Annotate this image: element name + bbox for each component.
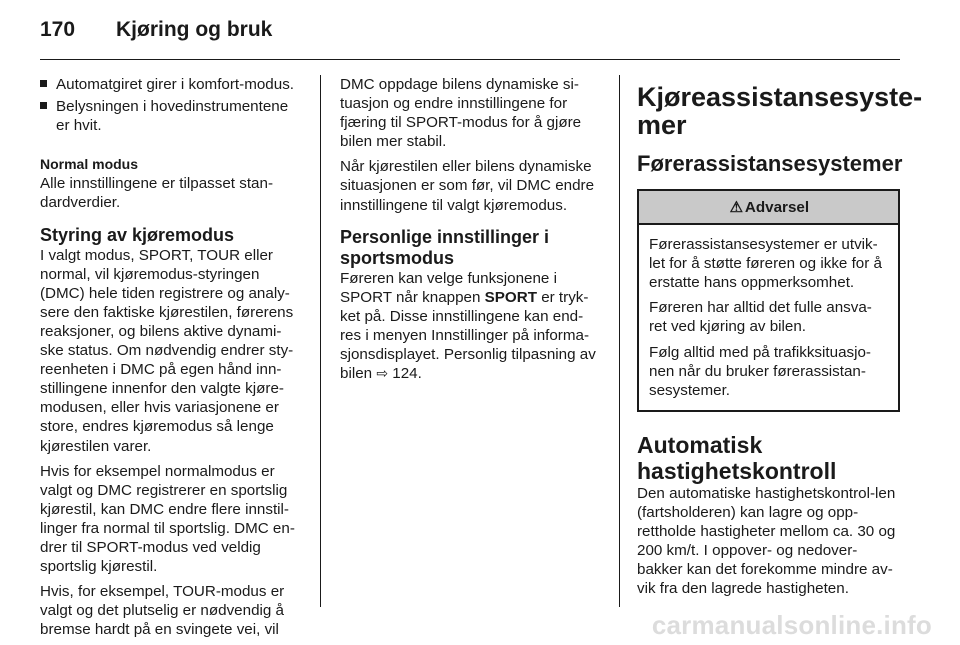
list-item-text: Automatgiret girer i komfort-modus. xyxy=(56,76,295,93)
sport-button-label: SPORT xyxy=(484,288,537,306)
warning-label: Advarsel xyxy=(744,199,810,216)
left-column xyxy=(40,75,302,645)
drive-mode-text: I valgt modus, SPORT, TOUR eller normal, vil kjøremodus-styringen (DMC) hele tiden registrere og analy-sere den faktiske kjørestilen, førerens reaksjoner, og bilens aktive dynami-ske status. Om nødvendig endrer sty-reenheten i DMC på egen hånd inn-stillingene innenfor den valgte kjøre-modusen, eller hvis variasjonene er store, endres kjøremodus så lenge kjørestilen varer. xyxy=(40,246,294,455)
normal-mode-heading: Normal modus xyxy=(40,156,139,173)
page-reference-arrow-icon: ⇨ xyxy=(376,365,389,382)
normal-mode-text: Alle innstillingene er tilpasset stan-dardverdier. xyxy=(40,175,273,212)
warning-header xyxy=(639,191,898,225)
bullet-list xyxy=(40,75,302,135)
warning-triangle-icon: ⚠ xyxy=(729,199,744,216)
section-title: Kjøreassistansesyste-mer xyxy=(637,82,923,140)
list-item xyxy=(40,75,302,94)
paragraph: Når kjørestilen eller bilens dynamiske situasjonen er som før, vil DMC endre innstillingene til valgt kjøremodus. xyxy=(340,158,595,214)
chapter-title: Kjøring og bruk xyxy=(116,18,273,41)
section-subtitle: Førerassistansesystemer xyxy=(637,151,903,176)
paragraph: DMC oppdage bilens dynamiske si-tuasjon og endre innstillingene for fjæring til SPORT-modus for å gjøre bilen mer stabil. xyxy=(340,76,582,151)
right-column xyxy=(637,75,923,604)
column-divider-2 xyxy=(619,75,620,607)
watermark: carmanualsonline.info xyxy=(651,610,932,640)
warning-text: Føreren har alltid det fulle ansva-ret ved kjøring av bilen. xyxy=(649,299,872,336)
middle-column xyxy=(340,75,602,389)
warning-box xyxy=(637,189,900,412)
bullet-icon xyxy=(40,102,47,109)
cruise-control-heading: Automatisk hastighetskontroll xyxy=(637,431,837,484)
warning-body xyxy=(639,225,898,410)
list-item-text: Belysningen i hovedinstrumentene er hvit. xyxy=(56,98,289,135)
warning-text: Førerassistansesystemer er utvik-let for å støtte føreren og ikke for å erstatte hans oppmerksomhet. xyxy=(649,236,882,292)
personal-settings-heading: Personlige innstillinger i sportsmodus xyxy=(340,226,550,268)
personal-settings-text: Føreren kan velge funksjonene i SPORT når knappen SPORT er tryk-ket på. Disse innstillingene kan end-res i menyen Innstillinger på informa-sjonsdisplayet. Personlig tilpasning av bilen ⇨ 124. xyxy=(340,269,596,383)
paragraph: Hvis for eksempel normalmodus er valgt og DMC registrerer en sportslig kjørestil, kan DMC endre flere innstil-linger fra normal til sportslig. DMC en-drer til SPORT-modus ved veldig sportslig kjørestil. xyxy=(40,462,295,576)
warning-text: Følg alltid med på trafikksituasjo-nen når du bruker førerassistan-sesystemer. xyxy=(649,343,871,399)
page-reference: 124. xyxy=(388,365,422,383)
header-rule xyxy=(40,59,900,60)
paragraph: Hvis, for eksempel, TOUR-modus er valgt og det plutselig er nødvendig å bremse hardt på en svingete vei, vil xyxy=(40,583,285,639)
list-item xyxy=(40,97,302,135)
column-divider-1 xyxy=(320,75,321,607)
cruise-control-text: Den automatiske hastighetskontrol-len (fartsholderen) kan lagre og opp-rettholde hastigheter mellom ca. 30 og 200 km/t. I oppover- og nedover-bakker kan det forekomme mindre av-vik fra den lagrede hastigheten. xyxy=(637,484,896,598)
page-header xyxy=(40,18,272,42)
bullet-icon xyxy=(40,80,47,87)
drive-mode-heading: Styring av kjøremodus xyxy=(40,224,235,245)
page-number: 170 xyxy=(40,18,76,41)
